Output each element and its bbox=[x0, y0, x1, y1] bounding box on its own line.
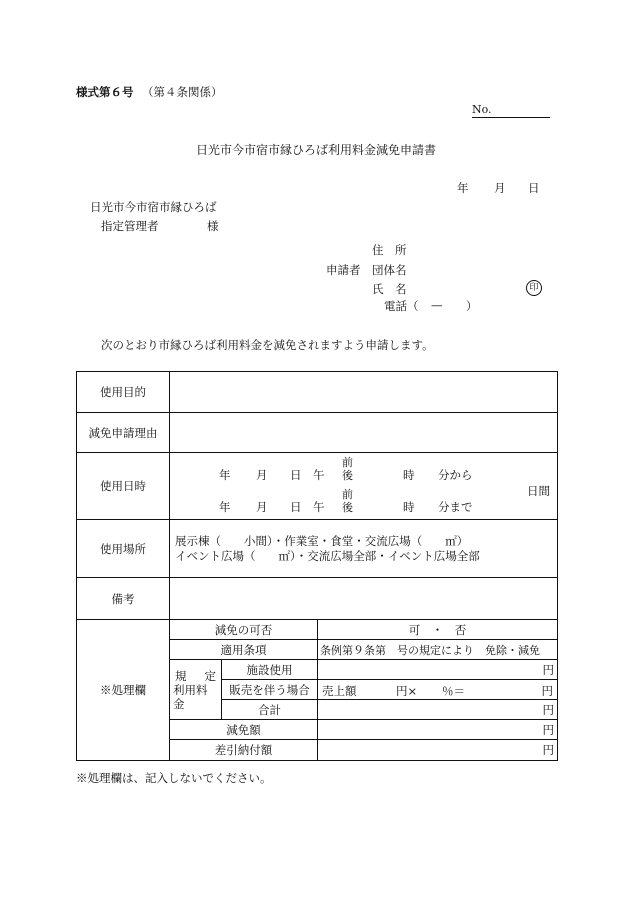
net-payment-label: 差引納付額 bbox=[170, 740, 318, 761]
start-am-pm-prefix: 午 bbox=[313, 468, 325, 482]
end-am-pm bbox=[342, 488, 353, 514]
processing-label: ※処理欄 bbox=[77, 620, 170, 761]
document-number-underline bbox=[472, 117, 550, 118]
datetime-field[interactable] bbox=[170, 453, 558, 520]
facility-use-label: 施設使用 bbox=[222, 660, 318, 680]
addressee-manager: 指定管理者 bbox=[101, 219, 159, 233]
reduction-label: 減免額 bbox=[170, 720, 318, 740]
document-title: 日光市今市宿市縁ひろば利用料金減免申請書 bbox=[196, 143, 437, 157]
clause-label: 適用条項 bbox=[170, 640, 318, 660]
sales-yen: 円 bbox=[541, 684, 554, 698]
datetime-label: 使用日時 bbox=[77, 453, 170, 520]
addressee-honorific: 様 bbox=[207, 219, 219, 233]
purpose-label: 使用目的 bbox=[77, 372, 170, 413]
application-table bbox=[76, 371, 558, 761]
end-year: 年 bbox=[219, 500, 231, 514]
form-reference: （第４条関係） bbox=[142, 85, 223, 99]
facility-use-yen: 円 bbox=[318, 660, 558, 680]
end-hour: 時 bbox=[403, 500, 415, 514]
applicant-phone-dash: — bbox=[431, 298, 443, 312]
applicant-label: 申請者 bbox=[326, 263, 361, 277]
start-hour: 時 bbox=[403, 468, 415, 482]
sales-amount-label: 売上額 bbox=[322, 684, 357, 698]
clause-value: 条例第９条第 号の規定により 免除・減免 bbox=[318, 640, 558, 660]
place-options-line2: イベント広場（ ㎡）・交流広場全部・イベント広場全部 bbox=[175, 548, 480, 563]
total-yen: 円 bbox=[318, 700, 558, 720]
end-month: 月 bbox=[256, 500, 268, 514]
intro-text: 次のとおり市縁ひろば利用料金を減免されますよう申請します。 bbox=[101, 338, 434, 352]
remarks-label: 備考 bbox=[77, 578, 170, 620]
end-before: 前 bbox=[342, 488, 353, 501]
date-month: 月 bbox=[494, 181, 506, 195]
place-field[interactable] bbox=[170, 520, 558, 578]
applicant-organization-label: 団体名 bbox=[372, 263, 407, 277]
end-am-pm-prefix: 午 bbox=[313, 500, 325, 514]
net-payment-yen: 円 bbox=[318, 740, 558, 761]
reason-label: 減免申請理由 bbox=[77, 413, 170, 453]
approval-label: 減免の可否 bbox=[170, 620, 318, 640]
document-number-label: No. bbox=[472, 103, 492, 116]
footnote: ※処理欄は、記入しないでください。 bbox=[76, 771, 272, 785]
reason-field[interactable] bbox=[170, 413, 558, 453]
approval-value: 可 ・ 否 bbox=[318, 620, 558, 640]
fee-label-line1: 規 定 bbox=[175, 668, 216, 683]
date-day: 日 bbox=[528, 181, 540, 195]
sales-calc bbox=[318, 680, 558, 700]
place-label: 使用場所 bbox=[77, 520, 170, 578]
days-label: 日間 bbox=[527, 484, 550, 498]
purpose-field[interactable] bbox=[170, 372, 558, 413]
applicant-phone-label: 電話（ bbox=[384, 299, 419, 313]
end-after: 後 bbox=[342, 501, 353, 514]
start-from: 分から bbox=[438, 468, 473, 482]
end-until: 分まで bbox=[438, 500, 473, 514]
applicant-name-label: 氏 名 bbox=[372, 282, 407, 296]
start-after: 後 bbox=[342, 469, 353, 482]
sales-yen-times: 円× bbox=[396, 684, 418, 698]
start-month: 月 bbox=[256, 468, 268, 482]
reduction-yen: 円 bbox=[318, 720, 558, 740]
applicant-phone-close: ） bbox=[466, 299, 478, 313]
seal-mark: 印 bbox=[526, 280, 542, 296]
applicant-address-label: 住 所 bbox=[372, 243, 407, 257]
start-day: 日 bbox=[290, 468, 302, 482]
fee-label bbox=[170, 660, 222, 720]
start-am-pm bbox=[342, 456, 353, 482]
date-year: 年 bbox=[457, 181, 469, 195]
start-year: 年 bbox=[219, 468, 231, 482]
start-before: 前 bbox=[342, 456, 353, 469]
form-number-label: 様式第６号 bbox=[76, 85, 134, 99]
sales-percent: ％＝ bbox=[442, 684, 465, 698]
sales-label: 販売を伴う場合 bbox=[222, 680, 318, 700]
place-options-line1: 展示棟（ 小間）・作業室・食堂・交流広場（ ㎡） bbox=[175, 533, 469, 548]
total-label: 合計 bbox=[222, 700, 318, 720]
end-day: 日 bbox=[290, 500, 302, 514]
fee-label-line2: 利用料金 bbox=[173, 682, 208, 711]
addressee-facility: 日光市今市宿市縁ひろば bbox=[90, 200, 217, 214]
remarks-field[interactable] bbox=[170, 578, 558, 620]
